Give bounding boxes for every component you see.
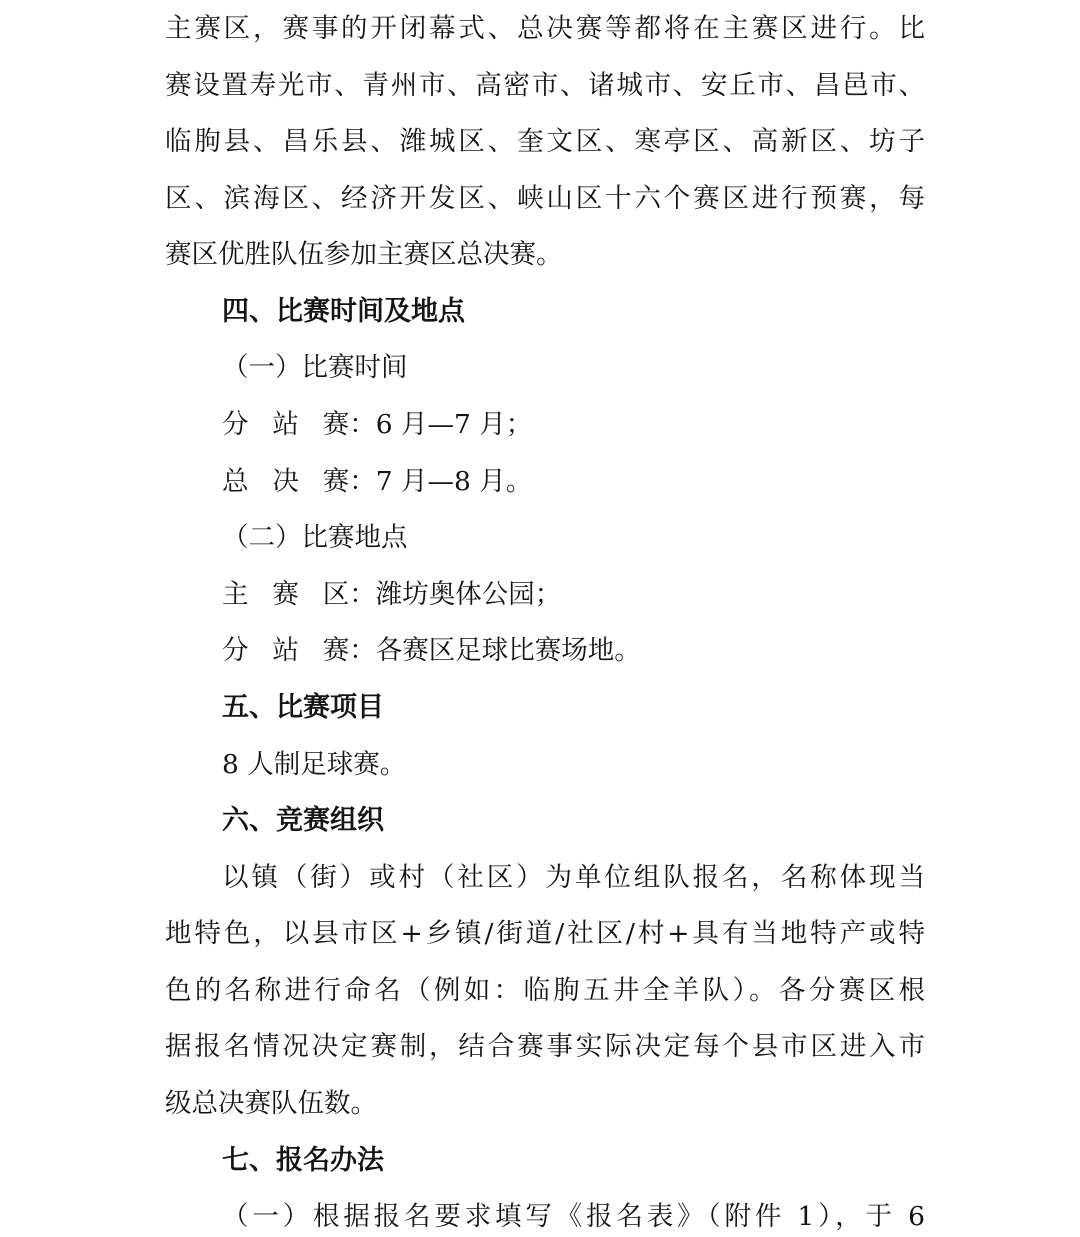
venue-station-row (222, 631, 922, 671)
section-heading: 七、报名办法 (222, 1145, 384, 1176)
venue-station-label: 分站赛 (222, 635, 374, 666)
section-heading: 四、比赛时间及地点 (222, 296, 465, 327)
time-final-value: ：7 月—8 月。 (349, 466, 533, 497)
subsection-heading: （二）比赛地点 (222, 522, 408, 553)
time-station-row (222, 405, 922, 445)
venue-station-value: ：各赛区足球比赛场地。 (349, 635, 641, 666)
time-final-row (222, 462, 922, 502)
paragraph-line: 区、滨海区、经济开发区、峡山区十六个赛区进行预赛，每 (165, 183, 925, 214)
paragraph-line: （一）根据报名要求填写《报名表》（附件 1），于 6 (222, 1201, 925, 1232)
paragraph-line: 赛设置寿光市、青州市、高密市、诸城市、安丘市、昌邑市、 (165, 70, 925, 101)
paragraph-line: 临朐县、昌乐县、潍城区、奎文区、寒亭区、高新区、坊子 (165, 126, 925, 157)
venue-main-row (222, 575, 922, 615)
venue-main-label: 主赛区 (222, 579, 374, 610)
section-heading: 五、比赛项目 (222, 692, 384, 723)
paragraph-line: 色的名称进行命名（例如：临朐五井全羊队）。各分赛区根 (165, 975, 925, 1006)
time-station-label: 分站赛 (222, 409, 374, 440)
paragraph-line: 级总决赛队伍数。 (165, 1088, 377, 1119)
paragraph-line: 赛区优胜队伍参加主赛区总决赛。 (165, 239, 563, 270)
time-final-label: 总决赛 (222, 466, 374, 497)
section-heading: 六、竞赛组织 (222, 805, 384, 836)
paragraph-line: 地特色，以县市区+乡镇/街道/社区/村+具有当地特产或特 (165, 918, 925, 949)
paragraph-line: 据报名情况决定赛制，结合赛事实际决定每个县市区进入市 (165, 1031, 925, 1062)
section-text: 8 人制足球赛。 (222, 749, 407, 780)
paragraph-line: 主赛区，赛事的开闭幕式、总决赛等都将在主赛区进行。比 (165, 13, 925, 44)
paragraph-line: 以镇（街）或村（社区）为单位组队报名，名称体现当 (222, 862, 925, 893)
subsection-heading: （一）比赛时间 (222, 352, 408, 383)
venue-main-value: ：潍坊奥体公园； (349, 579, 562, 610)
time-station-value: ：6 月—7 月； (349, 409, 533, 440)
